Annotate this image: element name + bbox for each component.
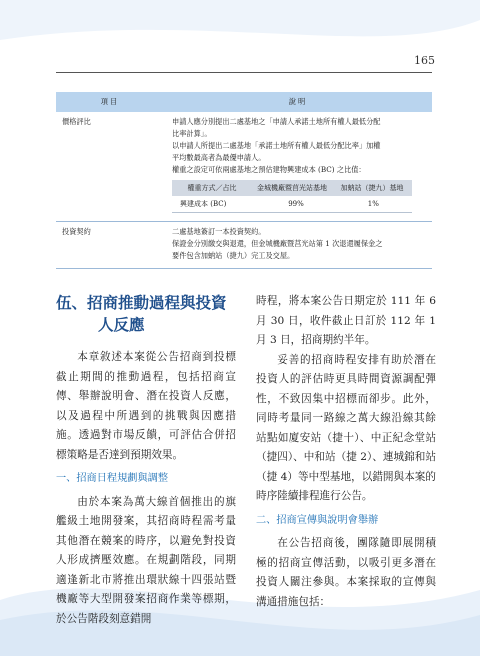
header-rule (56, 72, 432, 73)
desc-line: 保證金分別繳交與退還，但金城機廠暨莒光站第 1 次退還履保金之 (172, 239, 383, 248)
desc-line: 申請人應分別提出二處基地之「申請人承諾土地所有權人最低分配 (172, 117, 381, 126)
header-item: 項目 (100, 97, 120, 106)
desc-line: 平均數最高者為最優申請人。 (172, 153, 266, 162)
ratio-row (172, 196, 412, 213)
desc-line: 比率計算」。 (172, 129, 212, 138)
timing-paragraph: 妥善的招商時程安排有助於潛在投資人的評估時更具時間資源調配彈性，不致因集中招標而卻步。此外，同時考量同一路線之萬大線沿線其餘站點如廈安站（捷十）、中正紀念堂站（捷四）、中和站（捷 2）、連城錦和站（捷 4）等中型基地，以錯開與本案的時序陸續排程進行公告。 (256, 353, 436, 502)
page-number: 165 (414, 54, 435, 67)
weight-ratio-table (172, 180, 412, 213)
section-title-line2: 人反應 (98, 315, 145, 334)
ratio-row-label: 興建成本 (BC) (180, 200, 227, 208)
ratio-head-cell: 加蚋站（捷九）基地 (340, 184, 404, 192)
row-label-contract: 投資契約 (62, 227, 91, 236)
row-desc-contract (134, 222, 432, 268)
desc-line: 以申請人所提出二處基地「承諾土地所有權人最低分配比率」加權 (172, 141, 381, 150)
ratio-head-cell: 金城機廠暨莒光站基地 (257, 184, 327, 192)
schedule-paragraph-cont: 時程，將本案公告日期定於 111 年 6 月 30 日，收件截止日訂於 112 年 1 月 3 日，招商期約半年。 (256, 295, 436, 346)
table-header (56, 92, 432, 112)
table-row (56, 112, 432, 222)
right-column (256, 292, 436, 612)
section-title-line1: 伍、招商推動過程與投資 (56, 293, 227, 312)
subheading-schedule: 一、招商日程規劃與調整 (56, 473, 169, 484)
desc-line: 二處基地簽訂一本投資契約。 (172, 227, 266, 236)
promotion-paragraph: 在公告招商後，團隊隨即展開積極的招商宣傳活動，以吸引更多潛在投資人關注參與。本案採取的宣傳與溝通措施包括： (256, 537, 436, 608)
ratio-value: 99% (288, 200, 304, 208)
header-desc: 說明 (288, 97, 308, 106)
intro-paragraph: 本章敘述本案從公告招商到投標截止期間的推動過程，包括招商宣傳、舉辦說明會、潛在投資人反應，以及過程中所遇到的挑戰與因應措施。透過對市場反饋，可評估合併招標策略是否達到預期效果。 (56, 351, 236, 461)
ratio-head-cell: 權重方式／占比 (187, 184, 237, 192)
subheading-promotion: 二、招商宣傳與說明會舉辦 (256, 514, 379, 526)
row-label-price: 價格評比 (62, 117, 91, 126)
schedule-paragraph: 由於本案為萬大線首個推出的旗艦級土地開發案，其招商時程需考量其他潛在競案的時序，以避免對投資人形成擠壓效應。在規劃階段，同期適逢新北市將推出環狀線十四張站暨機廠等大型開發案招商作業等標期，於公告階段刻意錯開 (56, 495, 236, 625)
left-column (56, 292, 236, 629)
ratio-header (172, 180, 412, 196)
desc-line: 要件包含加蚋站（捷九）完工及交屋。 (172, 251, 295, 260)
desc-line: 權重之設定可依兩處基地之預估建物興建成本 (BC) 之比值： (172, 165, 366, 174)
table-row (56, 222, 432, 269)
row-desc-price (134, 112, 432, 221)
comparison-table (56, 92, 432, 269)
ratio-value: 1% (367, 200, 379, 208)
section-title (56, 292, 236, 336)
